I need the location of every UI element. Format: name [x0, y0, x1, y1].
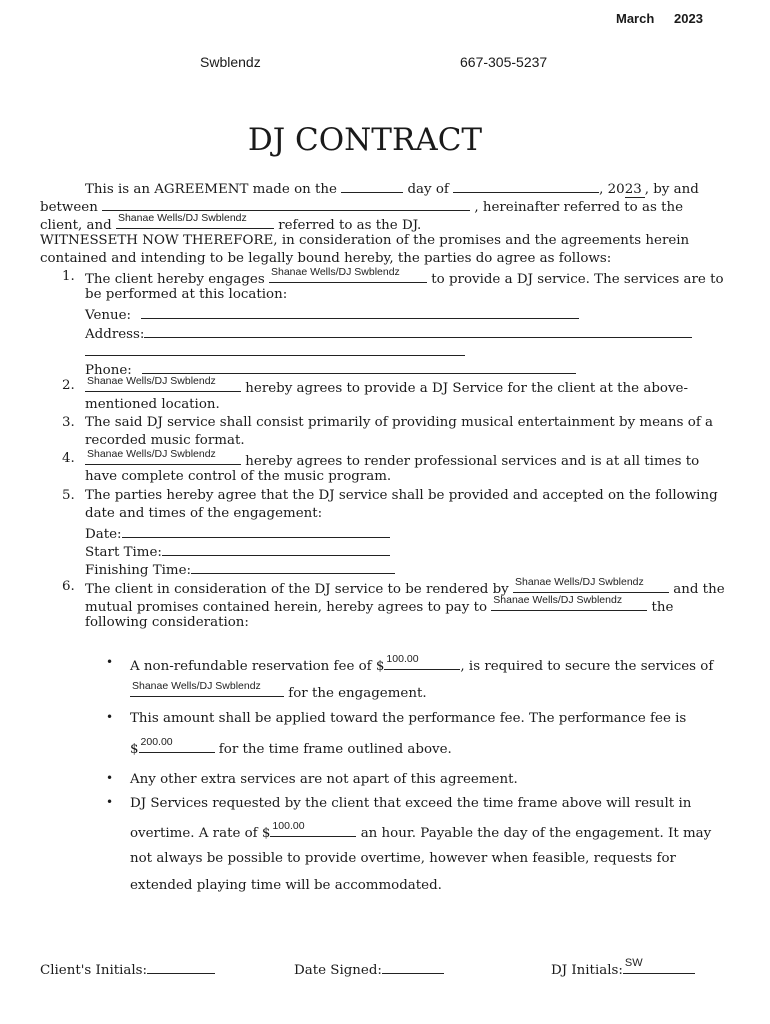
engaged-dj-value: Shanae Wells/DJ Swblendz [271, 266, 400, 278]
finish-time-field[interactable] [191, 559, 395, 574]
bullet-2-line-2 [130, 738, 452, 759]
item-5-line-2: date and times of the engagement: [85, 506, 323, 521]
bullet-4-marker: • [106, 795, 114, 809]
bullet-1-line-2 [130, 682, 427, 703]
engaged-dj-field[interactable] [269, 268, 427, 283]
performance-fee-value: 200.00 [140, 736, 173, 748]
item-text: hereby agrees to render professional services and is at all times to [245, 454, 700, 469]
header-month: March [616, 11, 655, 26]
page-title: DJ CONTRACT [247, 122, 483, 158]
address-label: Address: [85, 327, 145, 342]
dj-initials-row [551, 959, 695, 980]
reservation-fee-field[interactable] [384, 655, 460, 670]
date-field[interactable] [122, 523, 390, 538]
dj-name-value: Shanae Wells/DJ Swblendz [117, 212, 247, 224]
venue-field[interactable] [141, 304, 579, 319]
client-initials-field[interactable] [147, 959, 215, 974]
intro-text: , 20 [599, 182, 625, 197]
intro-text: client, and [40, 218, 112, 233]
bullet-text: , is required to secure the services of [460, 659, 714, 674]
date-signed-row [294, 959, 444, 980]
bullet-text: for the engagement. [288, 686, 427, 701]
item-text: to provide a DJ service. The services are to [431, 272, 724, 287]
item-text: the [651, 600, 674, 615]
bullet-4-line-2 [130, 822, 711, 843]
client-initials-label: Client's Initials: [40, 963, 148, 978]
item-text: The client hereby engages [85, 272, 265, 287]
item-5-line-1: The parties hereby agree that the DJ service shall be provided and accepted on the following [85, 488, 718, 503]
rendering-dj-value: Shanae Wells/DJ Swblendz [514, 576, 644, 588]
address-row [85, 323, 692, 344]
witness-line-1: WITNESSETH NOW THEREFORE, in consideration of the promises and the agreements herein [40, 233, 690, 248]
item-6-line-3: following consideration: [85, 615, 249, 630]
phone-label: Phone: [85, 363, 132, 378]
dj-initials-label: DJ Initials: [551, 963, 623, 978]
intro-text: , by and [644, 182, 699, 197]
start-time-label: Start Time: [85, 545, 162, 560]
bullet-2-marker: • [106, 710, 114, 724]
item-3-line-2: recorded music format. [85, 433, 245, 448]
agreement-month-field[interactable] [453, 178, 599, 193]
item-text: hereby agrees to provide a DJ Service for the client at the above- [245, 381, 688, 396]
bullet-text: an hour. Payable the day of the engagement. It may [360, 826, 712, 841]
bullet-text: A non-refundable reservation fee of $ [130, 659, 385, 674]
bullet-3-line-1: Any other extra services are not apart of this agreement. [130, 772, 518, 787]
provider-dj-field[interactable] [85, 377, 241, 392]
item-2-number: 2. [62, 378, 75, 393]
dj-initials-value: SW [624, 957, 643, 969]
item-3-line-1: The said DJ service shall consist primarily of providing musical entertainment by means of a [85, 415, 714, 430]
intro-text: between [40, 200, 98, 215]
provider-dj-value: Shanae Wells/DJ Swblendz [87, 375, 216, 387]
bullet-4-line-3: not always be possible to provide overtime, however when feasible, requests for [130, 851, 676, 866]
payee-value: Shanae Wells/DJ Swblendz [493, 594, 623, 606]
item-6-number: 6. [62, 579, 75, 594]
renderer-dj-value: Shanae Wells/DJ Swblendz [87, 448, 216, 460]
client-initials-row [40, 959, 215, 980]
reservation-dj-field[interactable] [130, 682, 284, 697]
bullet-text: overtime. A rate of $ [130, 826, 271, 841]
witness-line-2: contained and intending to be legally bound hereby, the parties do agree as follows: [40, 251, 612, 266]
business-phone: 667-305-5237 [460, 54, 548, 70]
date-signed-label: Date Signed: [294, 963, 382, 978]
intro-text: , hereinafter referred to as the [474, 200, 684, 215]
bullet-1-line-1 [130, 655, 713, 676]
intro-text: referred to as the DJ. [278, 218, 422, 233]
overtime-rate-field[interactable] [270, 822, 356, 837]
item-1-line-2: be performed at this location: [85, 287, 288, 302]
overtime-rate-value: 100.00 [272, 820, 305, 832]
bullet-2-line-1: This amount shall be applied toward the performance fee. The performance fee is [130, 711, 687, 726]
item-5-number: 5. [62, 488, 75, 503]
item-2-line-2: mentioned location. [85, 397, 220, 412]
venue-row [85, 304, 579, 325]
reservation-dj-value: Shanae Wells/DJ Swblendz [132, 680, 261, 692]
address-field-2[interactable] [85, 355, 465, 356]
item-2-line-1 [85, 377, 688, 398]
item-3-number: 3. [62, 415, 75, 430]
start-time-field[interactable] [162, 541, 390, 556]
finish-time-label: Finishing Time: [85, 563, 192, 578]
payee-field[interactable] [491, 596, 647, 611]
bullet-4-line-4: extended playing time will be accommodated. [130, 878, 442, 893]
item-4-number: 4. [62, 451, 75, 466]
item-text: mutual promises contained herein, hereby agrees to pay to [85, 600, 488, 615]
intro-text: This is an AGREEMENT made on the [85, 182, 337, 197]
date-label: Date: [85, 527, 122, 542]
performance-fee-field[interactable] [139, 738, 215, 753]
finish-time-row [85, 559, 395, 580]
address-field-1[interactable] [144, 323, 692, 338]
reservation-fee-value: 100.00 [386, 653, 419, 665]
item-text: The client in consideration of the DJ service to be rendered by [85, 582, 509, 597]
date-signed-field[interactable] [382, 959, 444, 974]
item-text: and the [673, 582, 725, 597]
dj-initials-field[interactable] [623, 959, 695, 974]
venue-label: Venue: [85, 308, 132, 323]
bullet-4-line-1: DJ Services requested by the client that exceed the time frame above will result in [130, 796, 692, 811]
dj-name-field[interactable] [116, 214, 274, 229]
bullet-text: $ [130, 742, 139, 757]
year-suffix-value: 23 [624, 182, 642, 197]
business-name: Swblendz [200, 54, 261, 70]
bullet-3-marker: • [106, 771, 114, 785]
renderer-dj-field[interactable] [85, 450, 241, 465]
bullet-1-marker: • [106, 655, 114, 669]
item-1-number: 1. [62, 269, 75, 284]
bullet-text: for the time frame outlined above. [218, 742, 452, 757]
intro-text: day of [407, 182, 449, 197]
header-year: 2023 [674, 11, 703, 26]
agreement-day-field[interactable] [341, 178, 403, 193]
item-4-line-2: have complete control of the music program. [85, 469, 392, 484]
